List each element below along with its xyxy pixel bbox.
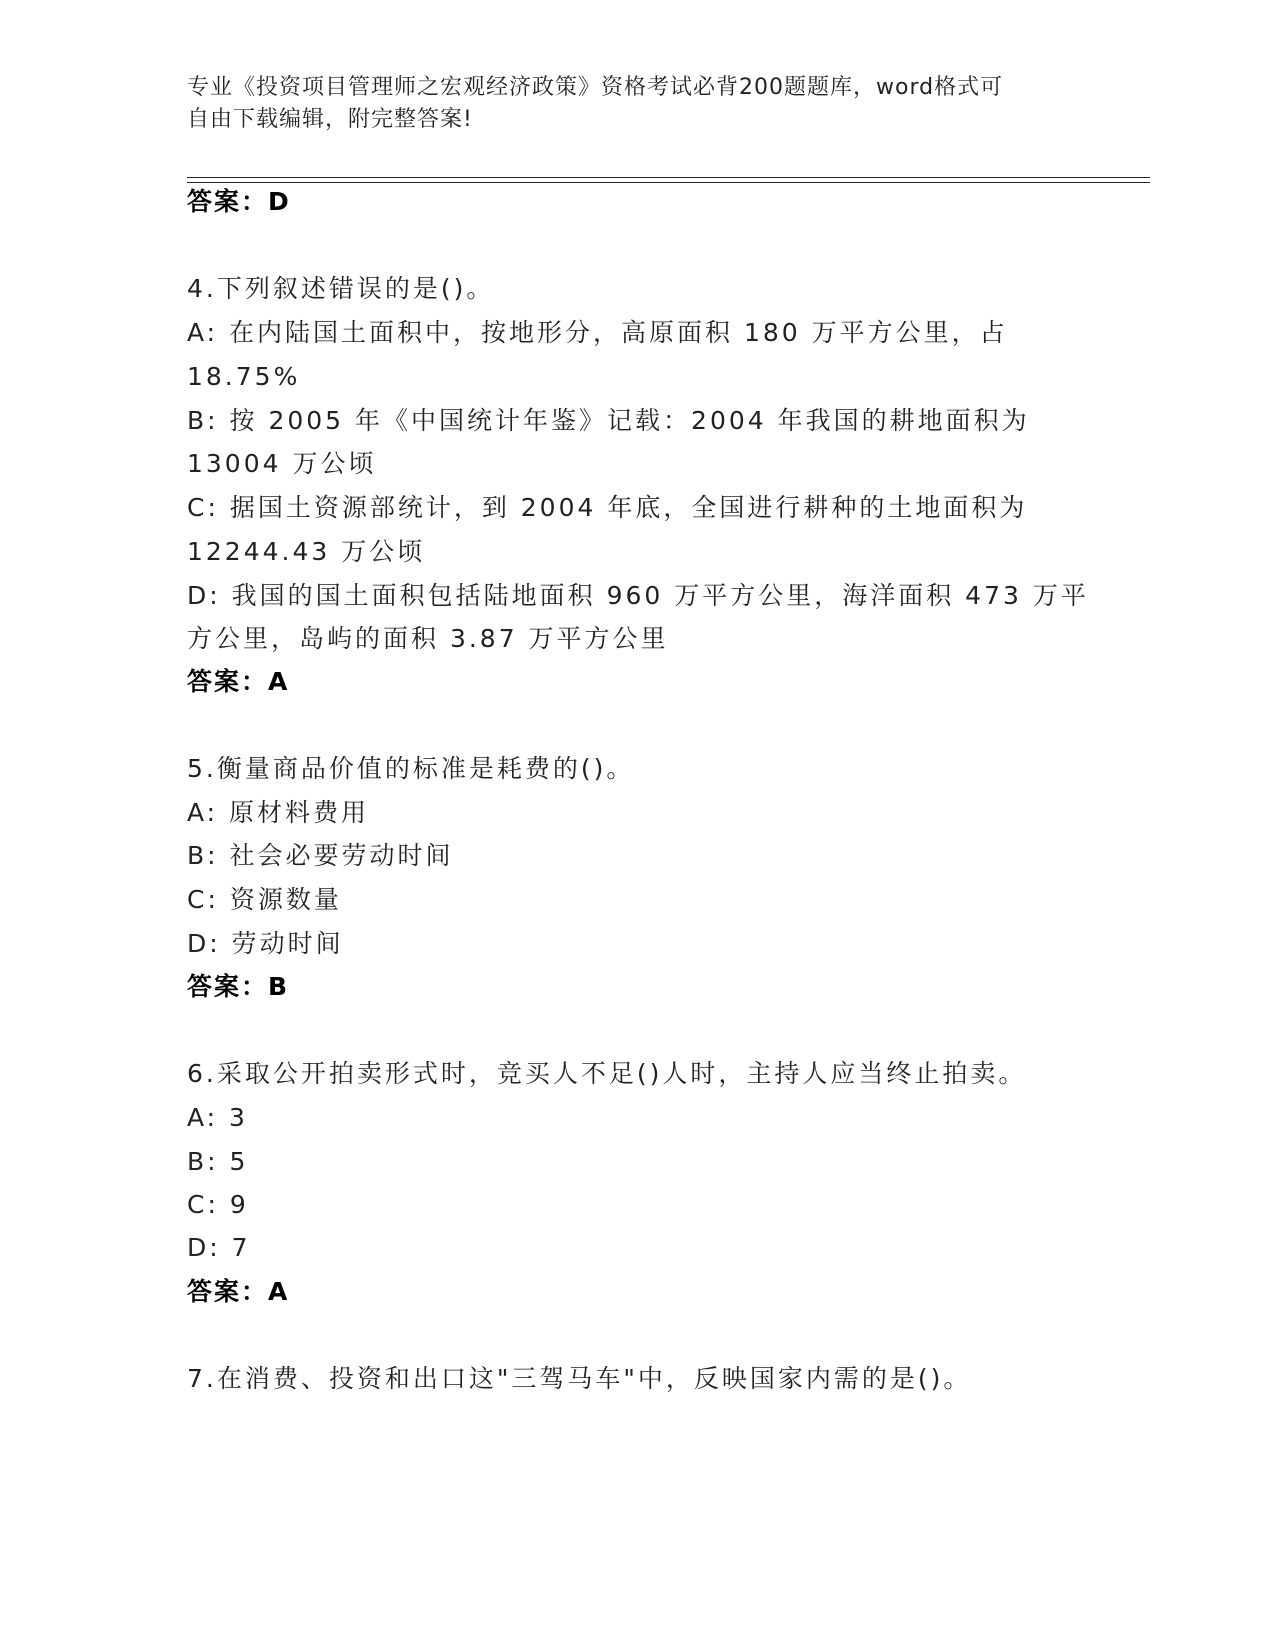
question-4-option-a-cont: 18.75% [187,362,301,391]
question-5-option-b: B: 社会必要劳动时间 [187,841,454,870]
header-title-line-1: 专业《投资项目管理师之宏观经济政策》资格考试必背200题题库，word格式可 [187,75,1004,100]
question-6-option-d: D: 7 [187,1233,251,1262]
question-4-option-d-cont: 方公里，岛屿的面积 3.87 万平方公里 [187,624,669,653]
question-4-option-c-cont: 12244.43 万公顷 [187,537,426,566]
question-4-option-b: B: 按 2005 年《中国统计年鉴》记载：2004 年我国的耕地面积为 [187,406,1030,435]
answer-q6: 答案：A [187,1277,290,1306]
question-5-option-c: C: 资源数量 [187,885,342,914]
document-header [187,72,1067,136]
question-5-option-d: D: 劳动时间 [187,929,344,958]
question-5-stem: 5.衡量商品价值的标准是耗费的()。 [187,754,635,783]
header-divider-thin [187,182,1150,183]
question-7-stem: 7.在消费、投资和出口这"三驾马车"中，反映国家内需的是()。 [187,1364,972,1393]
question-4-option-d: D: 我国的国土面积包括陆地面积 960 万平方公里，海洋面积 473 万平 [187,581,1089,610]
answer-q4: 答案：A [187,667,290,696]
question-4-option-b-cont: 13004 万公顷 [187,449,377,478]
question-6-option-a: A: 3 [187,1103,248,1132]
question-6-option-c: C: 9 [187,1190,249,1219]
question-6-stem: 6.采取公开拍卖形式时，竞买人不足()人时，主持人应当终止拍卖。 [187,1059,1027,1088]
answer-q3: 答案：D [187,187,291,216]
answer-q5: 答案：B [187,972,290,1001]
question-4-stem: 4.下列叙述错误的是()。 [187,274,495,303]
header-divider [187,177,1150,178]
question-4-option-a: A: 在内陆国土面积中，按地形分，高原面积 180 万平方公里，占 [187,318,1008,347]
question-5-option-a: A: 原材料费用 [187,798,370,827]
question-6-option-b: B: 5 [187,1147,249,1176]
question-4-option-c: C: 据国土资源部统计，到 2004 年底，全国进行耕种的土地面积为 [187,493,1028,522]
header-title-line-2: 自由下载编辑，附完整答案! [187,107,473,132]
